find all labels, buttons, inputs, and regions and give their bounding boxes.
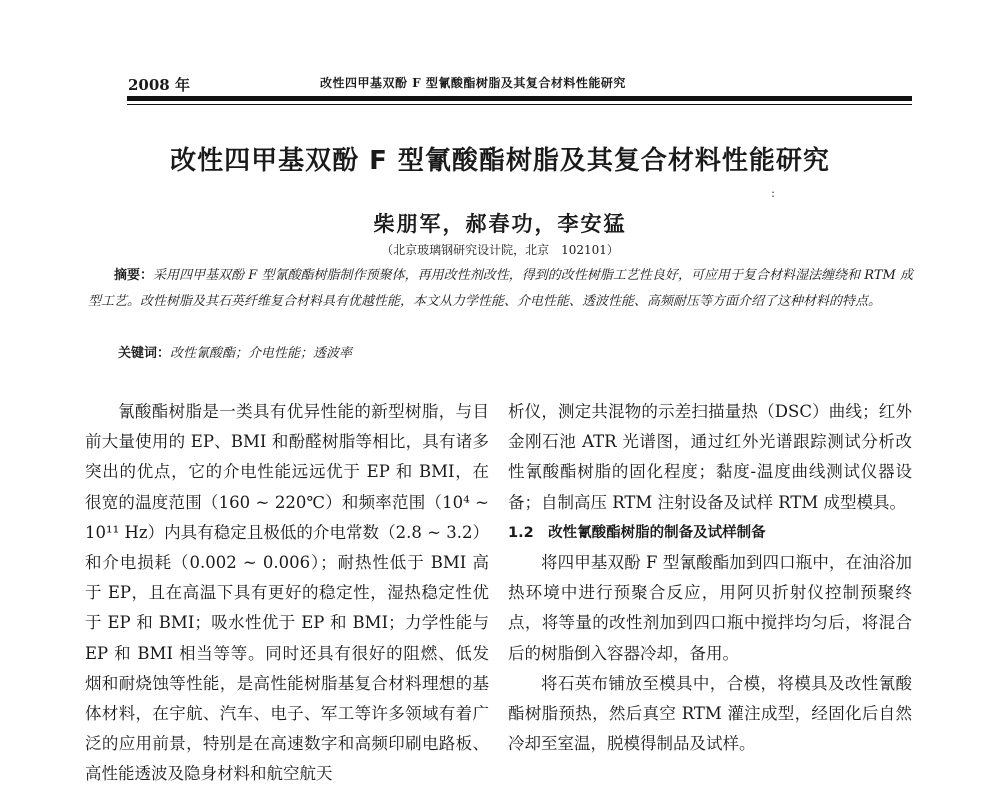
article-title: 改性四甲基双酚 F 型氰酸酯树脂及其复合材料性能研究 <box>170 146 830 176</box>
header-rule-thick <box>127 96 912 101</box>
methods-paragraph-1: 析仪，测定共混物的示差扫描量热（DSC）曲线；红外金刚石池 ATR 光谱图，通过红外光谱跟踪测试分析改性氰酸酯树脂的固化程度；黏度-温度曲线测试仪器设备；自制高压 RTM 注射设备及试样 RTM 成型模具。 <box>508 402 912 512</box>
article-affiliation: （北京玻璃钢研究设计院，北京 102101） <box>381 243 619 257</box>
body-right-column <box>508 397 912 759</box>
running-header-year: 2008 年 <box>128 76 190 94</box>
methods-paragraph-3: 将石英布铺放至模具中，合模，将模具及改性氰酸酯树脂预热，然后真空 RTM 灌注成型，经固化后自然冷却至室温，脱模得制品及试样。 <box>508 673 912 754</box>
intro-paragraph: 氰酸酯树脂是一类具有优异性能的新型树脂，与目前大量使用的 EP、BMI 和酚醛树脂等相比，具有诸多突出的优点，它的介电性能远远优于 EP 和 BMI，在很宽的温度范围（160 ~ 220℃）和频率范围（10⁴ ~ 10¹¹ Hz）内具有稳定且极低的介电常数（2.8 ~ 3.2）和介电损耗（0.002 ~ 0.006）；耐热性低于 BMI 高于 EP，且在高温下具有更好的稳定性，湿热稳定性优于 EP 和 BMI；吸水性优于 EP 和 BMI；力学性能与 EP 和 BMI 相当等等。同时还具有很好的阻燃、低发烟和耐烧蚀等性能，是高性能树脂基复合材料理想的基体材料，在宇航、汽车、电子、军工等许多领域有着广泛的应用前景，特别是在高速数字和高频印刷电路板、高性能透波及隐身材料和航空航天 <box>85 402 489 784</box>
header-rule-thin <box>127 104 912 105</box>
keywords <box>118 342 352 361</box>
keywords-label: 关键词： <box>118 346 171 361</box>
keywords-text: 改性氰酸酯；介电性能；透波率 <box>170 346 353 361</box>
stray-mark: : <box>771 186 776 200</box>
body-left-column <box>85 397 489 790</box>
abstract <box>88 263 913 315</box>
running-header-title: 改性四甲基双酚 F 型氰酸酯树脂及其复合材料性能研究 <box>320 76 626 90</box>
section-heading-1-2: 1.2 改性氰酸酯树脂的制备及试样制备 <box>508 524 766 541</box>
abstract-label: 摘要： <box>114 268 154 283</box>
abstract-text: 采用四甲基双酚 F 型氰酸酯树脂制作预聚体，再用改性剂改性，得到的改性树脂工艺性良好，可应用于复合材料湿法缠绕和 RTM 成型工艺。改性树脂及其石英纤维复合材料具有优越性能，本文从力学性能、介电性能、透波性能、高频耐压等方面介绍了这种材料的特点。 <box>88 268 913 309</box>
article-authors: 柴朋军，郝春功，李安猛 <box>373 211 627 236</box>
methods-paragraph-2: 将四甲基双酚 F 型氰酸酯加到四口瓶中，在油浴加热环境中进行预聚合反应，用阿贝折射仪控制预聚终点，将等量的改性剂加到四口瓶中搅拌均匀后，将混合后的树脂倒入容器冷却，备用。 <box>508 553 912 663</box>
